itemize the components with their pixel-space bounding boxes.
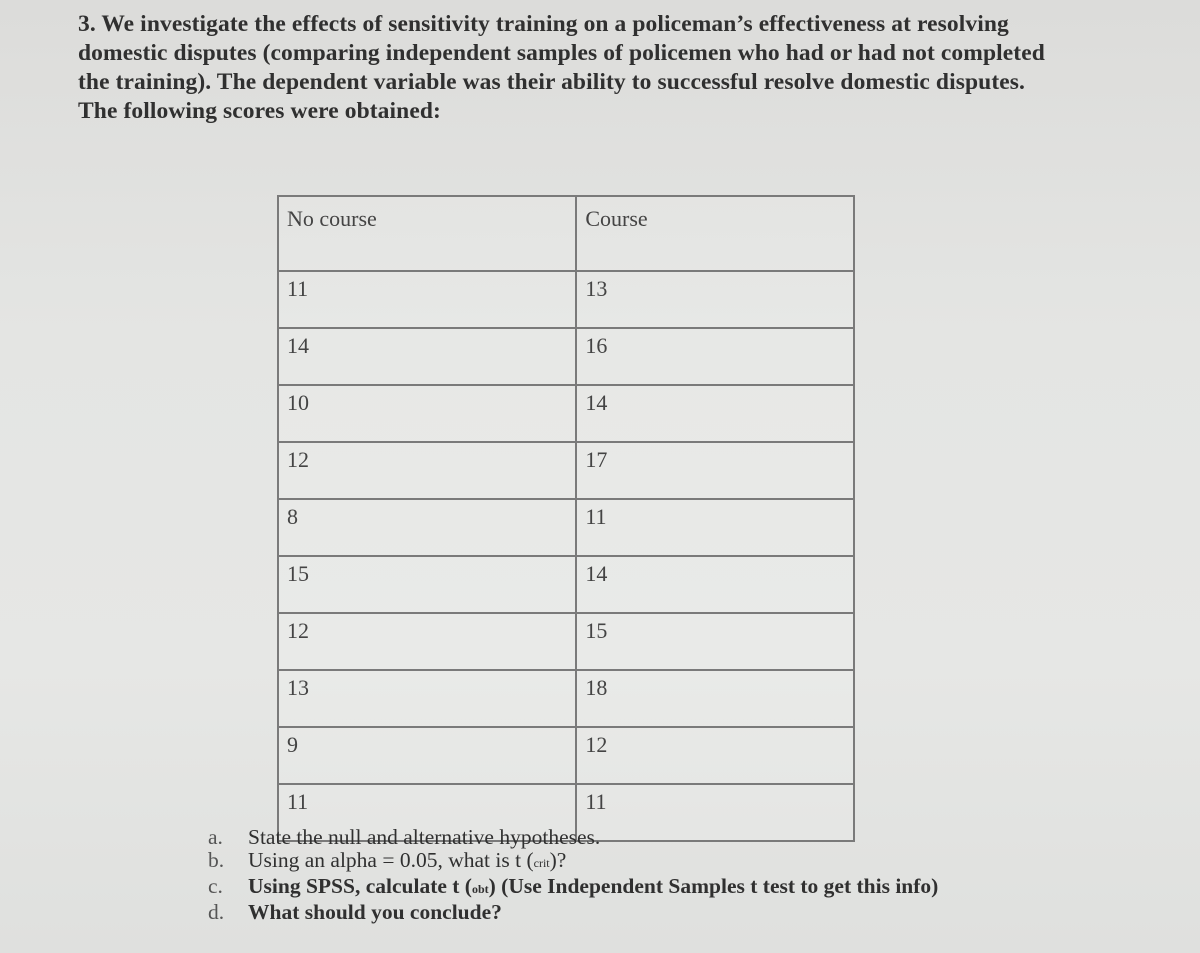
table-row (278, 556, 854, 613)
question-d (208, 901, 938, 924)
cell-course: 12 (576, 727, 854, 784)
cell-no-course: 13 (278, 670, 576, 727)
question-text-pre: Using SPSS, calculate t ( (248, 874, 472, 898)
table-row (278, 613, 854, 670)
problem-line: 3. We investigate the effects of sensitivity training on a policeman’s effectiveness at resolving (78, 11, 1009, 37)
question-list (208, 826, 938, 924)
table-row (278, 385, 854, 442)
table-row (278, 499, 854, 556)
question-text: What should you conclude? (248, 900, 502, 924)
question-text (248, 849, 566, 875)
cell-no-course: 10 (278, 385, 576, 442)
cell-no-course: 12 (278, 613, 576, 670)
cell-course: 13 (576, 271, 854, 328)
table-row (278, 442, 854, 499)
cell-course: 15 (576, 613, 854, 670)
question-letter: b. (208, 848, 225, 872)
cell-no-course: 11 (278, 784, 576, 841)
problem-line: The following scores were obtained: (78, 98, 441, 124)
question-text-pre: Using an alpha = 0.05, what is t ( (248, 848, 534, 872)
problem-line: domestic disputes (comparing independent samples of policemen who had or had not completed (78, 40, 1045, 66)
problem-statement (78, 10, 1158, 126)
header-no-course: No course (278, 196, 576, 271)
cell-course: 11 (576, 499, 854, 556)
cell-course: 18 (576, 670, 854, 727)
cell-no-course: 11 (278, 271, 576, 328)
cell-course: 14 (576, 556, 854, 613)
question-text-post: ) (Use Independent Samples t test to get this info) (488, 874, 939, 898)
cell-no-course: 15 (278, 556, 576, 613)
table-row (278, 328, 854, 385)
table-row (278, 670, 854, 727)
problem-line: the training). The dependent variable was their ability to successful resolve domestic disputes. (78, 69, 1025, 95)
cell-course: 11 (576, 784, 854, 841)
question-text: State the null and alternative hypotheses. (248, 825, 601, 849)
cell-no-course: 12 (278, 442, 576, 499)
scores-table (277, 195, 855, 842)
question-letter: d. (208, 900, 225, 924)
table-header-row (278, 196, 854, 271)
subscript-crit: crit (533, 856, 550, 870)
cell-course: 14 (576, 385, 854, 442)
question-letter: c. (208, 874, 223, 898)
question-a (208, 826, 938, 849)
cell-no-course: 14 (278, 328, 576, 385)
cell-no-course: 9 (278, 727, 576, 784)
question-letter: a. (208, 825, 223, 849)
question-c (208, 875, 938, 901)
table-row (278, 271, 854, 328)
subscript-obt: obt (471, 882, 489, 896)
question-b (208, 849, 938, 875)
cell-no-course: 8 (278, 499, 576, 556)
question-text (248, 875, 938, 901)
header-course: Course (576, 196, 854, 271)
cell-course: 17 (576, 442, 854, 499)
table-row (278, 727, 854, 784)
cell-course: 16 (576, 328, 854, 385)
question-text-post: )? (549, 848, 567, 872)
